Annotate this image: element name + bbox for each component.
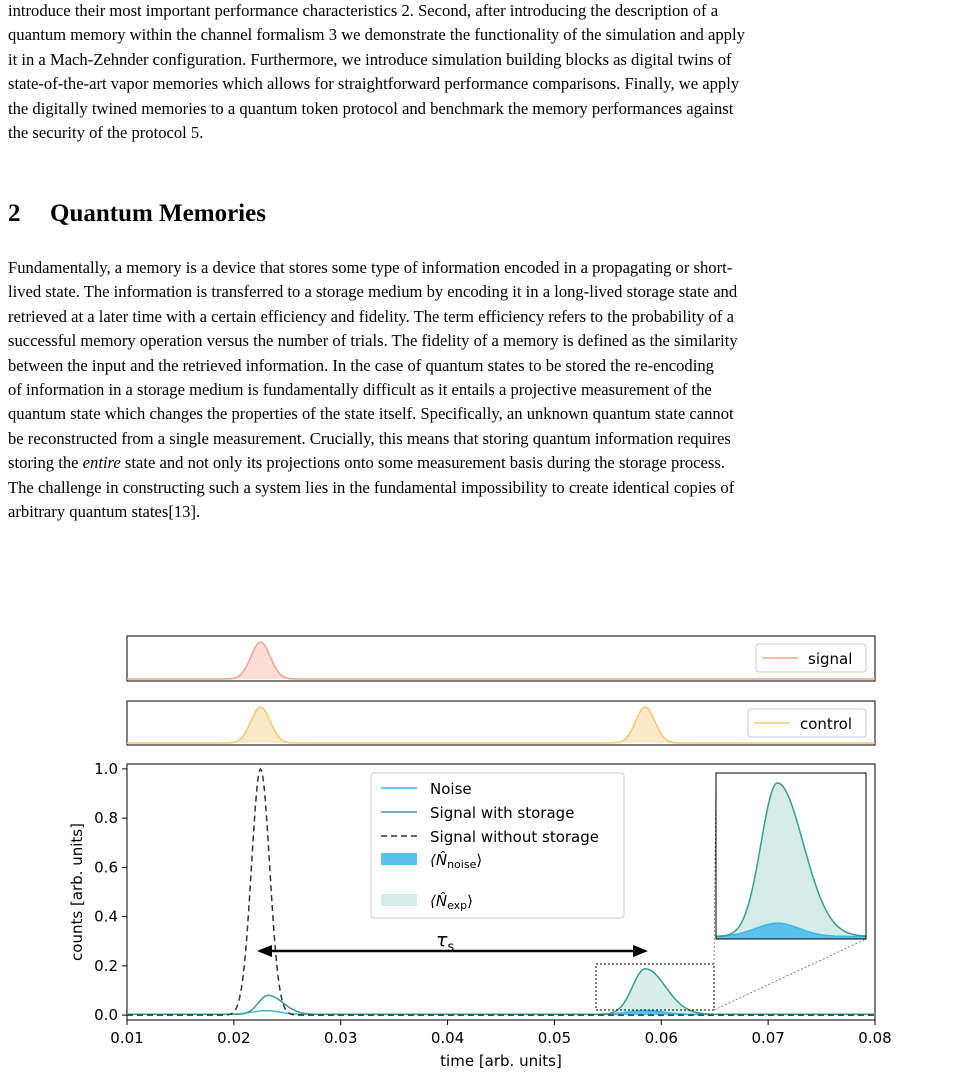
signal-storage-series-line (127, 969, 875, 1015)
text-line: retrieved at a later time with a certain efficiency and fidelity. The term efficiency refers to the probability of a (8, 306, 734, 326)
text-line: state-of-the-art vapor memories which allows for straightforward performance comparisons. Finally, we apply (8, 74, 740, 94)
tau-arrow-head-left (257, 945, 272, 957)
legend-label-nnoise: $⟨N̂_{noise}⟩$ (430, 851, 483, 871)
x-axis-label: time [arb. units] (440, 1052, 562, 1070)
legend-swatch-nexp (381, 894, 417, 906)
y-tick-label: 0.6 (94, 858, 118, 877)
text-line: lived state. The information is transferred to a storage medium by encoding it in a long-lived storage state and (8, 282, 738, 302)
legend-label-signal-storage: Signal with storage (430, 804, 575, 822)
x-tick-label: 0.02 (217, 1029, 251, 1047)
text-line: Fundamentally, a memory is a device that stores some type of information encoded in a propagating or short- (8, 258, 733, 277)
inset-plot (716, 773, 866, 939)
text-line: successful memory operation versus the number of trials. The fidelity of a memory is defined as the similarity (8, 331, 738, 351)
text-line: quantum state which changes the properties of the state itself. Specifically, an unknown quantum state cannot (8, 404, 734, 424)
control-panel (127, 701, 875, 745)
tau-arrow-head-right (633, 945, 648, 957)
text-line: The challenge in constructing such a system lies in the fundamental impossibility to create identical copies of (8, 477, 735, 497)
emphasis-text: entire (82, 453, 121, 473)
control-legend-label: control (800, 715, 852, 733)
y-tick-label: 0.0 (94, 1006, 118, 1025)
signal-panel (127, 636, 875, 681)
text-line: of information in a storage medium is fundamentally difficult as it entails a projective measurement of the (8, 380, 712, 400)
text-line: it in a Mach-Zehnder configuration. Furthermore, we introduce simulation building blocks as digital twins of (8, 49, 732, 69)
text-line: the digitally twined memories to a quantum token protocol and benchmark the memory performances against (8, 98, 734, 118)
y-tick-label: 1.0 (94, 759, 118, 778)
x-axis-ticks (110, 1020, 891, 1047)
text-line: quantum memory within the channel formalism 3 we demonstrate the functionality of the simulation and apply (8, 25, 745, 45)
text-line: introduce their most important performance characteristics 2. Second, after introducing the description of a (8, 1, 719, 20)
legend-label-noise: Noise (430, 780, 472, 798)
legend-label-signal-no-storage: Signal without storage (430, 828, 599, 846)
text-line: between the input and the retrieved information. In the case of quantum states to be stored the re-encoding (8, 355, 714, 375)
text-segment: storing the (8, 453, 83, 473)
x-tick-label: 0.03 (324, 1029, 358, 1047)
legend-swatch-nnoise (381, 853, 417, 865)
text-line: arbitrary quantum states[13]. (8, 502, 201, 522)
text-segment: state and not only its projections onto some measurement basis during the storage process. (120, 453, 725, 473)
tau-annotation (257, 929, 648, 957)
tau-label: $\tau_s$ (436, 929, 455, 955)
section-number: 2 (8, 200, 21, 227)
y-tick-label: 0.4 (94, 907, 118, 926)
x-tick-label: 0.06 (644, 1029, 678, 1047)
x-tick-label: 0.04 (430, 1029, 465, 1047)
signal-legend-label: signal (808, 650, 853, 668)
y-axis-label: counts [arb. units] (68, 823, 86, 961)
legend-label-nexp: $⟨N̂_{exp}⟩$ (430, 892, 474, 912)
main-plot (68, 760, 892, 1070)
text-line: be reconstructed from a single measurement. Crucially, this means that storing quantum information requires (8, 428, 731, 448)
y-tick-label: 0.2 (94, 956, 118, 975)
zoom-connector-bottom (714, 939, 866, 1010)
x-tick-label: 0.05 (537, 1029, 572, 1047)
x-tick-label: 0.01 (110, 1029, 144, 1047)
x-tick-label: 0.07 (751, 1029, 785, 1047)
y-axis-ticks (94, 760, 127, 1024)
text-line: the security of the protocol 5. (8, 123, 204, 143)
y-tick-label: 0.8 (94, 809, 118, 828)
section-title: Quantum Memories (50, 200, 266, 227)
x-tick-label: 0.08 (858, 1029, 892, 1047)
main-legend (371, 773, 624, 918)
